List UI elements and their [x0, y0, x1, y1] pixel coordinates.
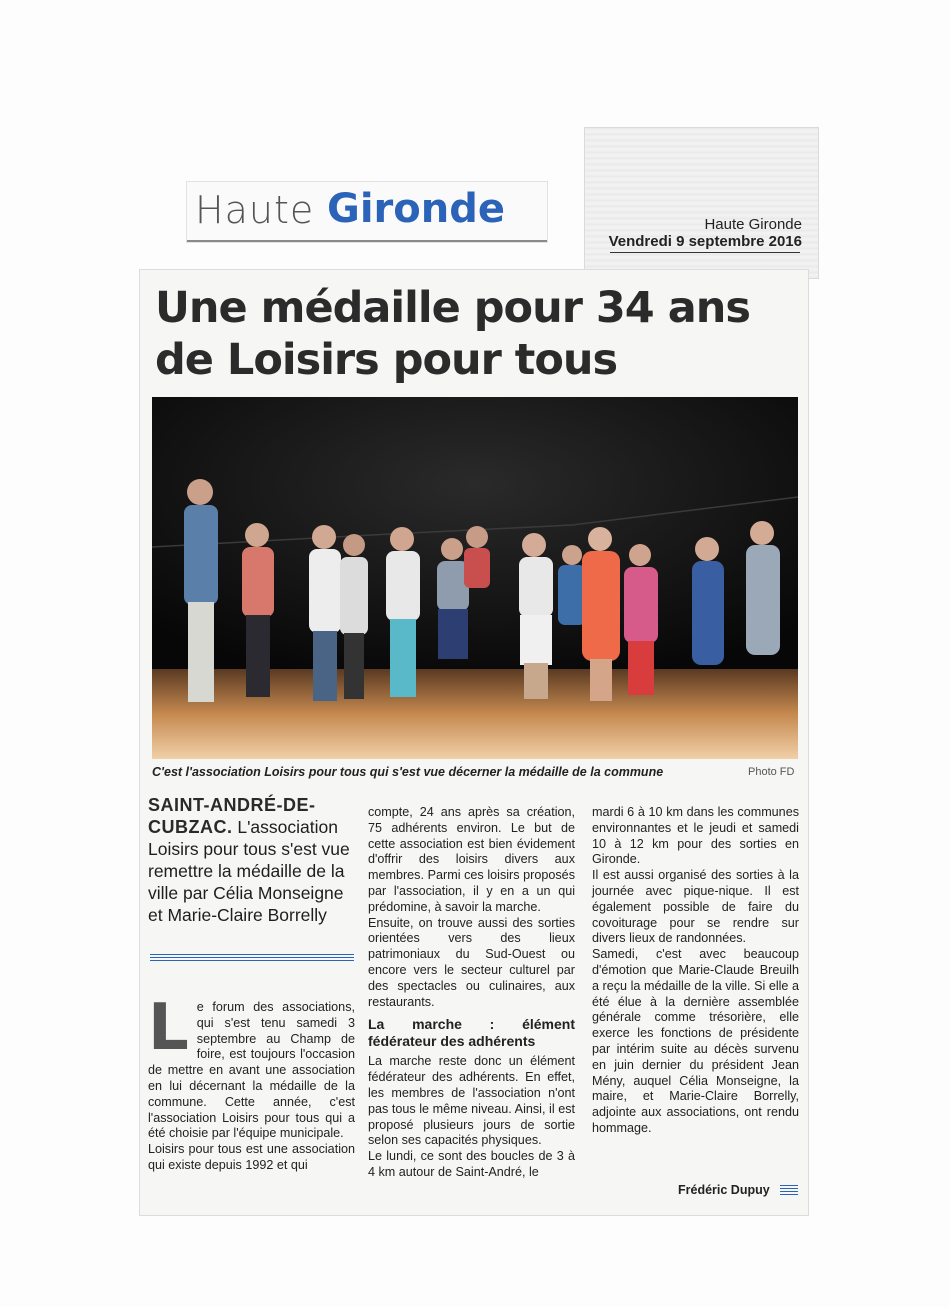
paragraph: mardi 6 à 10 km dans les communes environnantes et le jeudi et samedi 10 à 12 km pour des sorties en Gironde. [592, 805, 799, 867]
paragraph: Loisirs pour tous est une association qui existe depuis 1992 et qui [148, 1142, 355, 1172]
paragraph: La marche reste donc un élément fédérateur des adhérents. En effet, les membres de l'association n'ont pas tous le même niveau. Ainsi, il est proposé plusieurs jours de sortie selon ses capacités physiques. [368, 1054, 575, 1148]
group-photo [152, 397, 798, 759]
article-column-2 [368, 805, 575, 1181]
author-mark-icon [780, 1184, 798, 1195]
photo-caption: C'est l'association Loisirs pour tous qui s'est vue décerner la médaille de la commune [152, 765, 664, 779]
header-rule [610, 252, 800, 253]
headline-line-1: Une médaille pour 34 ans [155, 283, 750, 333]
logo-word-haute: Haute [195, 188, 315, 232]
header-clipping [585, 128, 818, 278]
paragraph-intro [148, 991, 355, 1142]
lead-separator [150, 952, 354, 961]
lead-place-line-2: CUBZAC. [148, 817, 233, 837]
lead-place-line-1: SAINT-ANDRÉ-DE- [148, 795, 316, 815]
article-column-3 [592, 805, 799, 1137]
headline-line-2: de Loisirs pour tous [155, 335, 618, 385]
article-author: Frédéric Dupuy [678, 1183, 770, 1197]
drop-cap: L [148, 991, 189, 1065]
newspaper-logo [187, 182, 547, 242]
paragraph: Samedi, c'est avec beaucoup d'émotion que Marie-Claude Breuilh a reçu la médaille de la ville. Si elle a été élue à la dernière assemblée générale comme trésorière, elle exerce les fonctions de présidente par intérim suite au décès survenu en juin dernier du président Jean Mény, auquel Célia Monseigne, la maire, et Marie-Claire Borrelly, adjointe aux associations, ont rendu hommage. [592, 947, 799, 1135]
logo-word-gironde: Gironde [327, 186, 505, 232]
photo-credit: Photo FD [748, 766, 795, 778]
paragraph-intro-text: e forum des associations, qui s'est tenu samedi 3 septembre au Champ de foire, est toujours l'occasion de mettre en avant une association en lui décernant la médaille de la commune. Cette année, c'est l'association Loisirs pour tous qui a été choisie par l'équipe municipale. [148, 1000, 355, 1141]
paragraph: Le lundi, ce sont des boucles de 3 à 4 km autour de Saint-André, le [368, 1149, 575, 1179]
paragraph: Il est aussi organisé des sorties à la journée avec pique-nique. Il est également possible de faire du covoiturage pour se rendre sur divers lieux de randonnées. [592, 868, 799, 946]
article-lead [148, 794, 358, 926]
article-column-1 [148, 991, 355, 1174]
stage-photo-illustration [152, 397, 798, 759]
publication-name: Haute Gironde [704, 216, 802, 233]
section-subhead: La marche : élément fédérateur des adhérents [368, 1016, 575, 1050]
paragraph: compte, 24 ans après sa création, 75 adhérents environ. Le but de cette association est bien évidement d'offrir des loisirs divers aux membres. Parmi ces loisirs proposés par l'association, il y en a un qui prédomine, à savoir la marche. [368, 805, 575, 914]
paragraph: Ensuite, on trouve aussi des sorties orientées vers des lieux patrimoniaux du Sud-Ouest ou encore vers le secteur culturel par des spectacles ou culinaires, aux restaurants. [368, 915, 575, 1009]
lead-text: L'association Loisirs pour tous s'est vue remettre la médaille de la ville par Célia Monseigne et Marie-Claire Borrelly [148, 817, 350, 925]
publication-date: Vendredi 9 septembre 2016 [608, 233, 802, 250]
article-headline [155, 282, 795, 386]
